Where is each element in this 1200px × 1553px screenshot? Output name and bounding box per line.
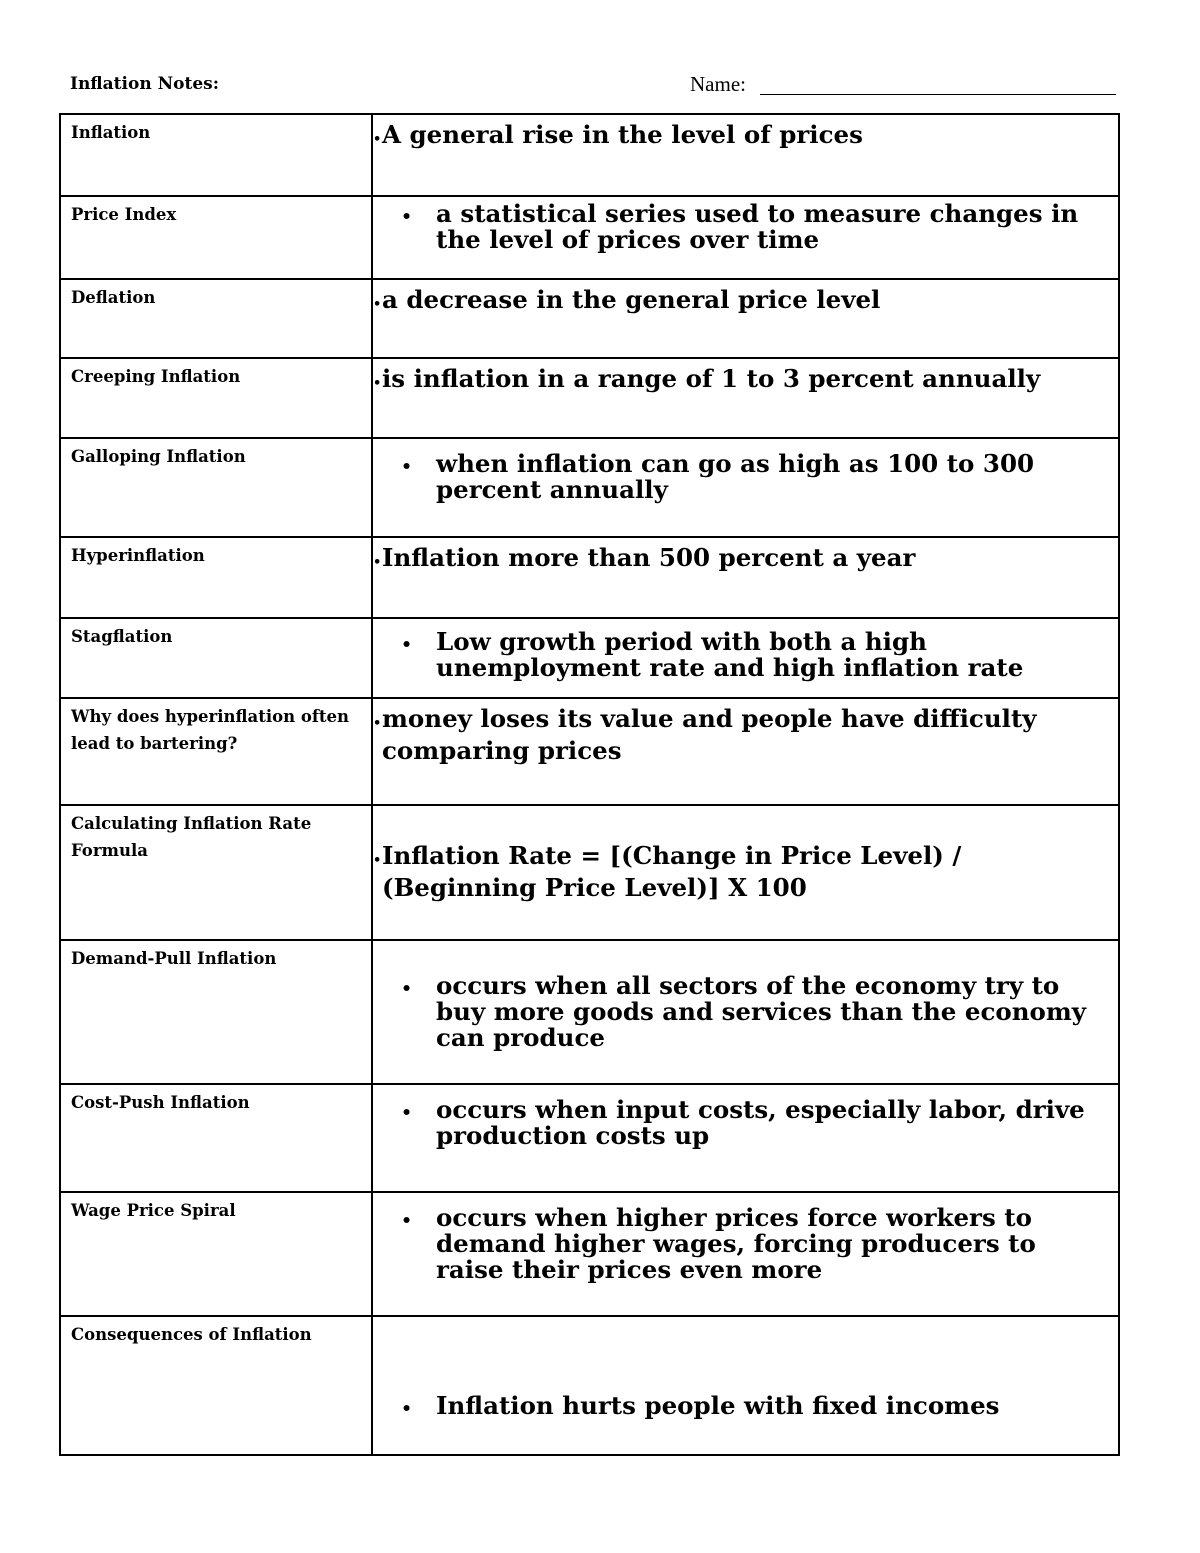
definition-cell <box>372 196 1119 279</box>
bullet-icon: • <box>401 207 412 227</box>
bullet-icon: • <box>373 297 382 312</box>
bullet-icon: • <box>373 132 382 147</box>
table-row <box>60 537 1119 618</box>
term-cell: Inflation <box>60 114 372 196</box>
definition <box>373 1193 1118 1283</box>
definition-text: a decrease in the general price level <box>382 285 881 314</box>
bullet-icon: • <box>373 716 382 731</box>
table-row <box>60 805 1119 940</box>
bullet-icon: • <box>373 555 382 570</box>
term-cell: Hyperinflation <box>60 537 372 618</box>
table-row <box>60 438 1119 537</box>
bullet-icon: • <box>401 457 412 477</box>
definition-cell <box>372 1316 1119 1455</box>
term-cell: Cost-Push Inflation <box>60 1084 372 1192</box>
definition-cell <box>372 1192 1119 1316</box>
definition-cell <box>372 618 1119 698</box>
table-row <box>60 358 1119 438</box>
term-cell: Galloping Inflation <box>60 438 372 537</box>
bullet-icon: • <box>401 1211 412 1231</box>
bullet-icon: • <box>401 1103 412 1123</box>
page-title: Inflation Notes: <box>70 74 220 94</box>
bullet-icon: • <box>373 376 382 391</box>
definition <box>373 439 1118 503</box>
definition-text: money loses its value and people have difficulty comparing prices <box>382 704 1037 765</box>
definition-text: occurs when all sectors of the economy try to buy more goods and services than the economy can produce <box>436 971 1087 1052</box>
table-row <box>60 1192 1119 1316</box>
definition <box>373 1085 1118 1149</box>
term-cell: Deflation <box>60 279 372 358</box>
definition <box>373 359 1118 400</box>
definition-text: Inflation more than 500 percent a year <box>382 543 916 572</box>
definition <box>373 699 1118 767</box>
definition-text: occurs when higher prices force workers to demand higher wages, forcing producers to raise their prices even more <box>436 1203 1036 1284</box>
definition-cell <box>372 358 1119 438</box>
table-row <box>60 1316 1119 1455</box>
definition-text: Inflation Rate = [(Change in Price Level) / (Beginning Price Level)] X 100 <box>382 841 962 902</box>
table-row <box>60 114 1119 196</box>
definition-cell <box>372 698 1119 805</box>
definition-cell <box>372 279 1119 358</box>
term-cell: Consequences of Inflation <box>60 1316 372 1455</box>
definition <box>373 280 1118 321</box>
term-cell: Calculating Inflation Rate Formula <box>60 805 372 940</box>
definition <box>373 1317 1118 1422</box>
name-blank-line <box>760 94 1116 95</box>
definition-cell <box>372 537 1119 618</box>
definition-cell <box>372 114 1119 196</box>
bullet-icon: • <box>401 1399 412 1419</box>
table-row <box>60 1084 1119 1192</box>
definition-cell <box>372 940 1119 1084</box>
definition-text: Low growth period with both a high unemployment rate and high inflation rate <box>436 627 1024 682</box>
definition <box>373 538 1118 579</box>
table-row <box>60 698 1119 805</box>
definition-text: when inflation can go as high as 100 to 300 percent annually <box>436 449 1035 504</box>
term-cell: Creeping Inflation <box>60 358 372 438</box>
definition <box>373 619 1118 681</box>
notes-table <box>59 113 1120 1456</box>
name-label: Name: <box>690 72 746 96</box>
table-row <box>60 279 1119 358</box>
definition <box>373 806 1118 904</box>
term-cell: Wage Price Spiral <box>60 1192 372 1316</box>
table-row <box>60 196 1119 279</box>
term-cell: Demand-Pull Inflation <box>60 940 372 1084</box>
bullet-icon: • <box>401 979 412 999</box>
bullet-icon: • <box>401 635 412 655</box>
definition-text: occurs when input costs, especially labor, drive production costs up <box>436 1095 1085 1150</box>
definition-cell <box>372 805 1119 940</box>
table-row <box>60 618 1119 698</box>
bullet-icon: • <box>373 853 382 868</box>
table-row <box>60 940 1119 1084</box>
definition-text: Inflation hurts people with fixed incomes <box>436 1391 1000 1420</box>
definition-text: A general rise in the level of prices <box>382 120 863 149</box>
definition <box>373 115 1118 156</box>
definition-cell <box>372 438 1119 537</box>
term-cell: Why does hyperinflation often lead to bartering? <box>60 698 372 805</box>
definition-text: is inflation in a range of 1 to 3 percent annually <box>382 364 1041 393</box>
definition-cell <box>372 1084 1119 1192</box>
definition <box>373 941 1118 1051</box>
term-cell: Stagflation <box>60 618 372 698</box>
definition <box>373 197 1118 253</box>
definition-text: a statistical series used to measure changes in the level of prices over time <box>436 199 1079 254</box>
term-cell: Price Index <box>60 196 372 279</box>
